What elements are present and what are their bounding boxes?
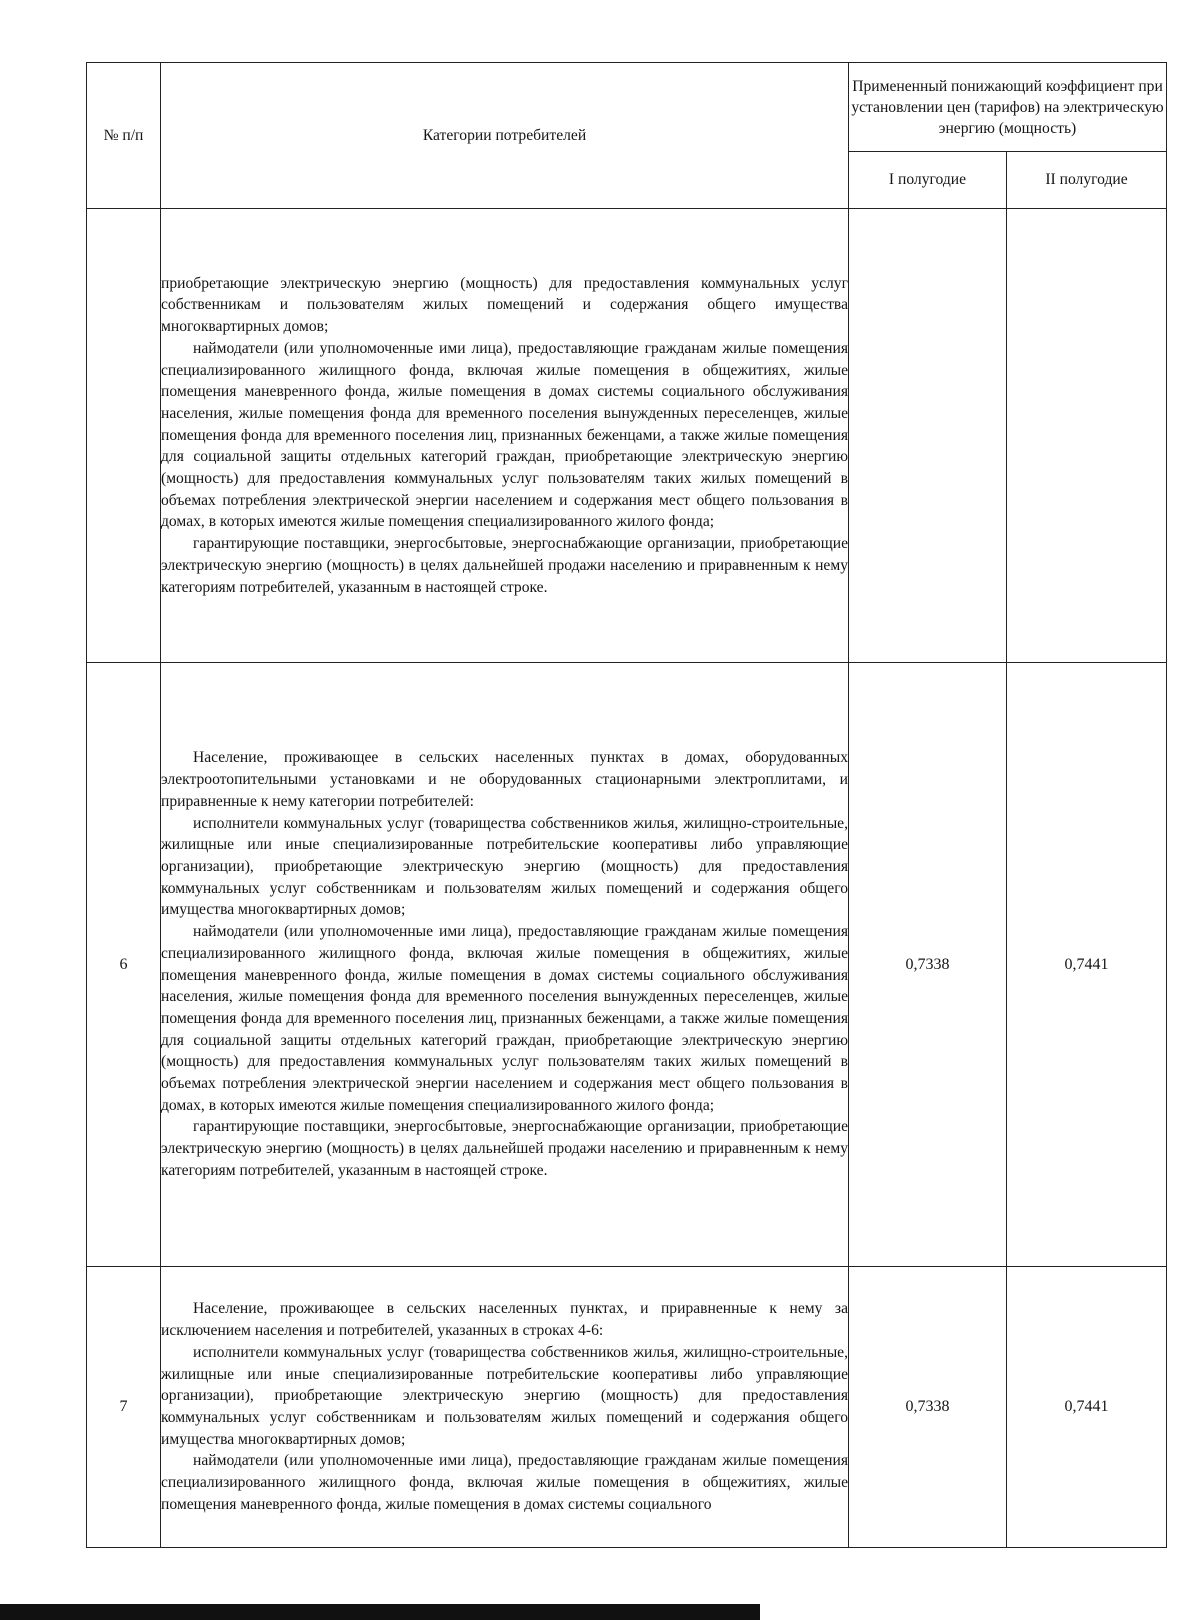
category-paragraph: наймодатели (или уполномоченные ими лица), предоставляющие гражданам жилые помещения специализированного жилищного фонда, включая жилые помещения в общежитиях, жилые помещения маневренного фонда, жилые помещения в домах системы социального (161, 1452, 848, 1513)
tariff-coefficient-table (86, 62, 1167, 1548)
header-coefficient: Примененный понижающий коэффициент при установлении цен (тарифов) на электрическую энергию (мощность) (849, 63, 1167, 152)
category-paragraph: наймодатели (или уполномоченные ими лица), предоставляющие гражданам жилые помещения специализированного жилищного фонда, включая жилые помещения в общежитиях, жилые помещения маневренного фонда, жилые помещения в домах системы социального обслуживания населения, жилые помещения фонда для временного поселения вынужденных переселенцев, жилые помещения фонда для временного поселения лиц, признанных беженцами, а также жилые помещения для социальной защиты отдельных категорий граждан, приобретающие электрическую энергию (мощность) для предоставления коммунальных услуг пользователям таких жилых помещений в объемах потребления электрической энергии населением и содержания мест общего пользования в домах, в которых имеются жилые помещения специализированного жилого фонда; (161, 339, 848, 531)
row-half2-value: 0,7441 (1007, 1267, 1167, 1548)
category-paragraph: наймодатели (или уполномоченные ими лица), предоставляющие гражданам жилые помещения специализированного жилищного фонда, включая жилые помещения в общежитиях, жилые помещения маневренного фонда, жилые помещения в домах системы социального обслуживания населения, жилые помещения фонда для временного поселения вынужденных переселенцев, жилые помещения фонда для временного поселения лиц, признанных беженцами, а также жилые помещения для социальной защиты отдельных категорий граждан, приобретающие электрическую энергию (мощность) для предоставления коммунальных услуг пользователям таких жилых помещений в объемах потребления электрической энергии населением и содержания мест общего пользования в домах, в которых имеются жилые помещения специализированного жилого фонда; (161, 923, 848, 1114)
table-row (87, 663, 1167, 1267)
row-category (161, 663, 849, 1267)
header-half1: I полугодие (849, 152, 1007, 209)
category-paragraph: гарантирующие поставщики, энергосбытовые, энергоснабжающие организации, приобретающие электрическую энергию (мощность) в целях дальнейшей продажи населению и приравненным к нему категориям потребителей, указанным в настоящей строке. (161, 1118, 848, 1179)
table-row (87, 209, 1167, 663)
row-half1-value: 0,7338 (849, 1267, 1007, 1548)
category-paragraph: исполнители коммунальных услуг (товарищества собственников жилья, жилищно-строительные, жилищные или иные специализированные потребительские кооперативы либо управляющие организации), приобретающие электрическую энергию (мощность) для предоставления коммунальных услуг собственникам и пользователям жилых помещений и содержания общего имущества многоквартирных домов; (161, 814, 848, 919)
row-category (161, 209, 849, 663)
row-number (87, 209, 161, 663)
category-paragraph: Население, проживающее в сельских населенных пунктах в домах, оборудованных электроотопительными установками и не оборудованных стационарными электроплитами, и приравненные к нему категории потребителей: (161, 749, 848, 810)
header-category: Категории потребителей (161, 63, 849, 209)
header-row (87, 63, 1167, 152)
category-paragraph: исполнители коммунальных услуг (товарищества собственников жилья, жилищно-строительные, жилищные или иные специализированные потребительские кооперативы либо управляющие организации), приобретающие электрическую энергию (мощность) для предоставления коммунальных услуг собственникам и пользователям жилых помещений и содержания общего имущества многоквартирных домов; (161, 1343, 848, 1448)
header-half2: II полугодие (1007, 152, 1167, 209)
row-half1-value: 0,7338 (849, 663, 1007, 1267)
row-half2-value (1007, 209, 1167, 663)
row-number: 6 (87, 663, 161, 1267)
category-paragraph: приобретающие электрическую энергию (мощность) для предоставления коммунальных услуг собственникам и пользователям жилых помещений и содержания общего имущества многоквартирных домов; (161, 274, 848, 336)
category-paragraph: Население, проживающее в сельских населенных пунктах, и приравненные к нему за исключением населения и потребителей, указанных в строках 4-6: (161, 1300, 848, 1340)
table-row (87, 1267, 1167, 1548)
scan-edge-bar (0, 1604, 760, 1620)
row-half1-value (849, 209, 1007, 663)
header-number: № п/п (87, 63, 161, 209)
row-half2-value: 0,7441 (1007, 663, 1167, 1267)
category-paragraph: гарантирующие поставщики, энергосбытовые, энергоснабжающие организации, приобретающие электрическую энергию (мощность) в целях дальнейшей продажи населению и приравненным к нему категориям потребителей, указанным в настоящей строке. (161, 535, 848, 596)
row-number: 7 (87, 1267, 161, 1548)
row-category (161, 1267, 849, 1548)
